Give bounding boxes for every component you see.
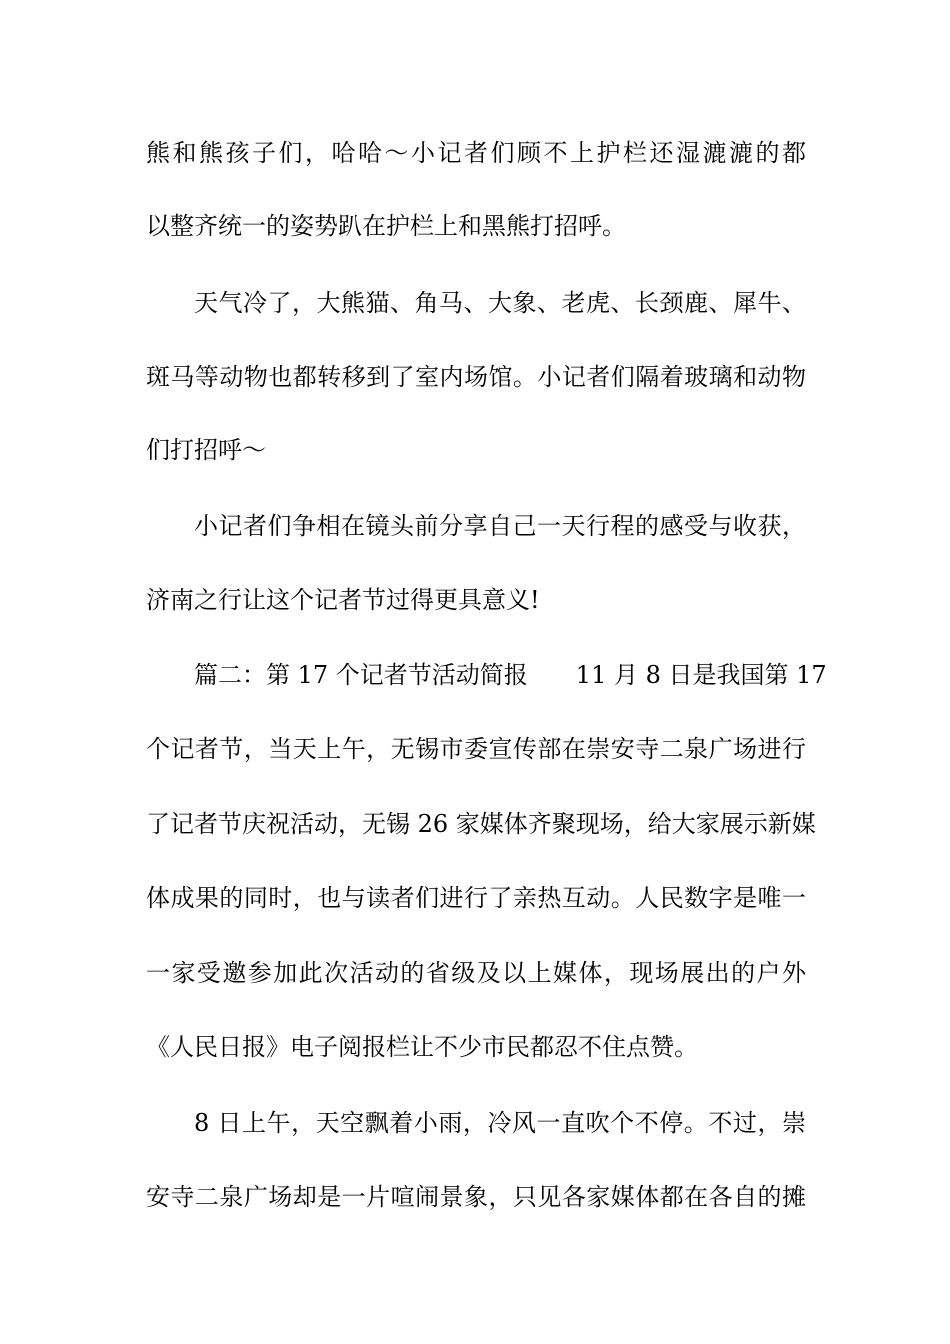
text-line: 体成果的同时，也与读者们进行了亲热互动。人民数字是唯一 (146, 884, 806, 912)
text-line: 一家受邀参加此次活动的省级及以上媒体，现场展出的户外 (146, 959, 806, 987)
text-line: 们打招呼～ (146, 436, 266, 464)
text-line: 以整齐统一的姿势趴在护栏上和黑熊打招呼。 (146, 212, 626, 240)
text-line: 小记者们争相在镜头前分享自己一天行程的感受与收获， (194, 512, 806, 540)
text-line: 个记者节，当天上午，无锡市委宣传部在崇安寺二泉广场进行 (146, 735, 806, 763)
text-line: 《人民日报》电子阅报栏让不少市民都忍不住点赞。 (146, 1033, 698, 1061)
text-line: 熊和熊孩子们，哈哈～小记者们顾不上护栏还湿漉漉的都 (146, 139, 806, 167)
text-line: 篇二：第 17 个记者节活动简报 11 月 8 日是我国第 17 (194, 661, 827, 689)
text-line: 斑马等动物也都转移到了室内场馆。小记者们隔着玻璃和动物 (146, 363, 806, 391)
text-line: 济南之行让这个记者节过得更具意义! (146, 586, 540, 614)
text-line: 天气冷了，大熊猫、角马、大象、老虎、长颈鹿、犀牛、 (194, 289, 806, 317)
text-line: 8 日上午，天空飘着小雨，冷风一直吹个不停。不过，崇 (194, 1109, 806, 1137)
text-line: 安寺二泉广场却是一片喧闹景象，只见各家媒体都在各自的摊 (146, 1183, 806, 1211)
text-line: 了记者节庆祝活动，无锡 26 家媒体齐聚现场，给大家展示新媒 (146, 810, 816, 838)
